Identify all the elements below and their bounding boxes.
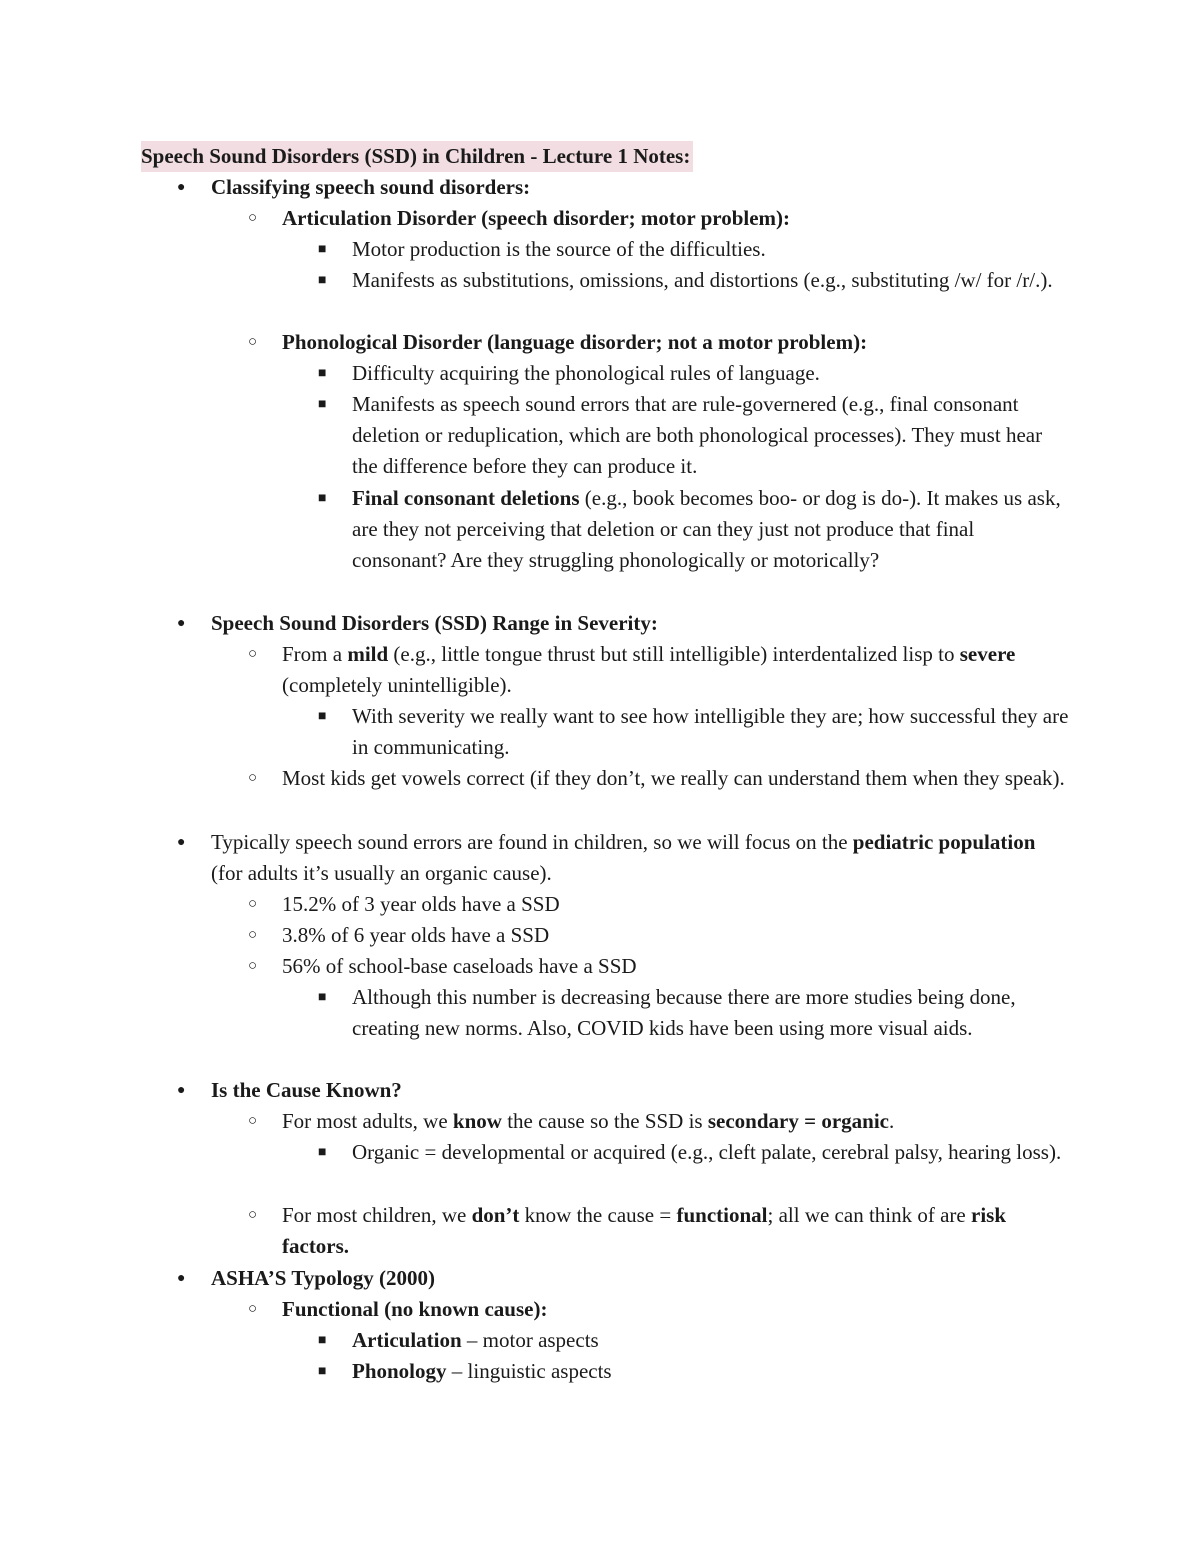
list-text: ; all we can think of are [767, 1203, 971, 1227]
circle-bullet-icon: ○ [248, 1207, 258, 1223]
list-item [318, 358, 1072, 389]
list-text: From a [282, 642, 348, 666]
section-heading: ASHA’S Typology (2000) [211, 1266, 436, 1290]
list-item [177, 1075, 1071, 1106]
list-item [248, 763, 1072, 794]
list-text: For most children, we [282, 1203, 472, 1227]
circle-bullet-icon: ○ [248, 1113, 258, 1129]
square-bullet-icon: ■ [318, 990, 327, 1005]
bold-term: mild [347, 642, 389, 666]
section-heading: Is the Cause Known? [211, 1078, 402, 1102]
list-item [248, 951, 1072, 982]
list-item [177, 827, 1071, 889]
section-heading: Classifying speech sound disorders: [211, 175, 531, 199]
page-title: Speech Sound Disorders (SSD) in Children - Lecture 1 Notes: [141, 141, 693, 172]
bold-term: Phonology [352, 1359, 447, 1383]
section-heading: Speech Sound Disorders (SSD) Range in Severity: [211, 611, 658, 635]
bold-term: don’t [471, 1203, 520, 1227]
disc-bullet-icon: ● [177, 616, 186, 631]
list-text: (e.g., little tongue thrust but still intelligible) interdentalized lisp to [388, 642, 960, 666]
list-item [177, 608, 1071, 639]
bold-term: secondary = organic [707, 1109, 889, 1133]
list-text: Organic = developmental or acquired (e.g., cleft palate, cerebral palsy, hearing loss). [352, 1140, 1062, 1164]
list-text: 15.2% of 3 year olds have a SSD [282, 892, 560, 916]
square-bullet-icon: ■ [318, 397, 327, 412]
subheading: Functional (no known cause): [282, 1297, 548, 1321]
square-bullet-icon: ■ [318, 242, 327, 257]
disc-bullet-icon: ● [177, 1083, 186, 1098]
list-item [318, 234, 1072, 265]
disc-bullet-icon: ● [177, 835, 186, 850]
list-text: Typically speech sound errors are found in children, so we will focus on the [211, 830, 853, 854]
list-item [177, 1263, 1071, 1294]
circle-bullet-icon: ○ [248, 1301, 258, 1317]
circle-bullet-icon: ○ [248, 896, 258, 912]
list-text: For most adults, we [282, 1109, 453, 1133]
list-text: 56% of school-base caseloads have a SSD [282, 954, 637, 978]
list-text: Although this number is decreasing because there are more studies being done, creating new norms. Also, COVID kids have been using more visual aids. [352, 985, 1016, 1040]
square-bullet-icon: ■ [318, 709, 327, 724]
list-item [318, 265, 1072, 296]
bold-term: know [452, 1109, 502, 1133]
list-item [318, 982, 1072, 1044]
list-item [248, 1200, 1072, 1262]
square-bullet-icon: ■ [318, 366, 327, 381]
subheading: Phonological Disorder (language disorder; not a motor problem): [282, 330, 868, 354]
list-text: Motor production is the source of the difficulties. [352, 237, 766, 261]
list-item [248, 1106, 1072, 1137]
list-text: – motor aspects [461, 1328, 599, 1352]
list-item [248, 203, 1072, 234]
list-text: With severity we really want to see how intelligible they are; how successful they are in communicating. [352, 704, 1069, 759]
list-item [318, 483, 1072, 576]
subheading: Articulation Disorder (speech disorder; motor problem): [282, 206, 791, 230]
circle-bullet-icon: ○ [248, 646, 258, 662]
disc-bullet-icon: ● [177, 1271, 186, 1286]
square-bullet-icon: ■ [318, 491, 327, 506]
list-item [177, 172, 1071, 203]
bold-term: severe [959, 642, 1016, 666]
list-item [248, 889, 1072, 920]
circle-bullet-icon: ○ [248, 958, 258, 974]
list-item [318, 389, 1072, 482]
bold-term: Final consonant deletions [352, 486, 580, 510]
list-item [318, 1137, 1072, 1168]
list-item [248, 639, 1072, 701]
circle-bullet-icon: ○ [248, 334, 258, 350]
square-bullet-icon: ■ [318, 273, 327, 288]
list-text: (for adults it’s usually an organic cause). [211, 861, 552, 885]
list-item [248, 1294, 1072, 1325]
square-bullet-icon: ■ [318, 1145, 327, 1160]
circle-bullet-icon: ○ [248, 927, 258, 943]
list-item [318, 1325, 1072, 1356]
list-text: – linguistic aspects [446, 1359, 612, 1383]
list-item [248, 920, 1072, 951]
list-item [318, 701, 1072, 763]
list-text: Manifests as speech sound errors that are rule-governered (e.g., final consonant deletion or reduplication, which are both phonological processes). They must hear the difference before they can produce it. [352, 392, 1043, 478]
list-text: know the cause = [519, 1203, 677, 1227]
list-text: (e.g., book becomes boo- or dog is do-). It makes us ask, are they not perceiving that deletion or can they just not produce that final consonant? Are they struggling phonologically or motorically? [352, 486, 1061, 572]
bold-term: risk factors. [282, 1203, 1007, 1258]
list-text: . [888, 1109, 895, 1133]
list-text: Most kids get vowels correct (if they don’t, we really can understand them when they speak). [282, 766, 1065, 790]
bold-term: Articulation [352, 1328, 462, 1352]
square-bullet-icon: ■ [318, 1333, 327, 1348]
list-text: (completely unintelligible). [282, 673, 512, 697]
list-item [318, 1356, 1072, 1387]
disc-bullet-icon: ● [177, 180, 186, 195]
list-item [248, 327, 1072, 358]
square-bullet-icon: ■ [318, 1364, 327, 1379]
bold-term: functional [676, 1203, 768, 1227]
circle-bullet-icon: ○ [248, 770, 258, 786]
bold-term: pediatric population [852, 830, 1036, 854]
circle-bullet-icon: ○ [248, 210, 258, 226]
list-text: Manifests as substitutions, omissions, and distortions (e.g., substituting /w/ for /r/.). [352, 268, 1053, 292]
list-text: 3.8% of 6 year olds have a SSD [282, 923, 550, 947]
list-text: the cause so the SSD is [501, 1109, 708, 1133]
list-text: Difficulty acquiring the phonological rules of language. [352, 361, 820, 385]
